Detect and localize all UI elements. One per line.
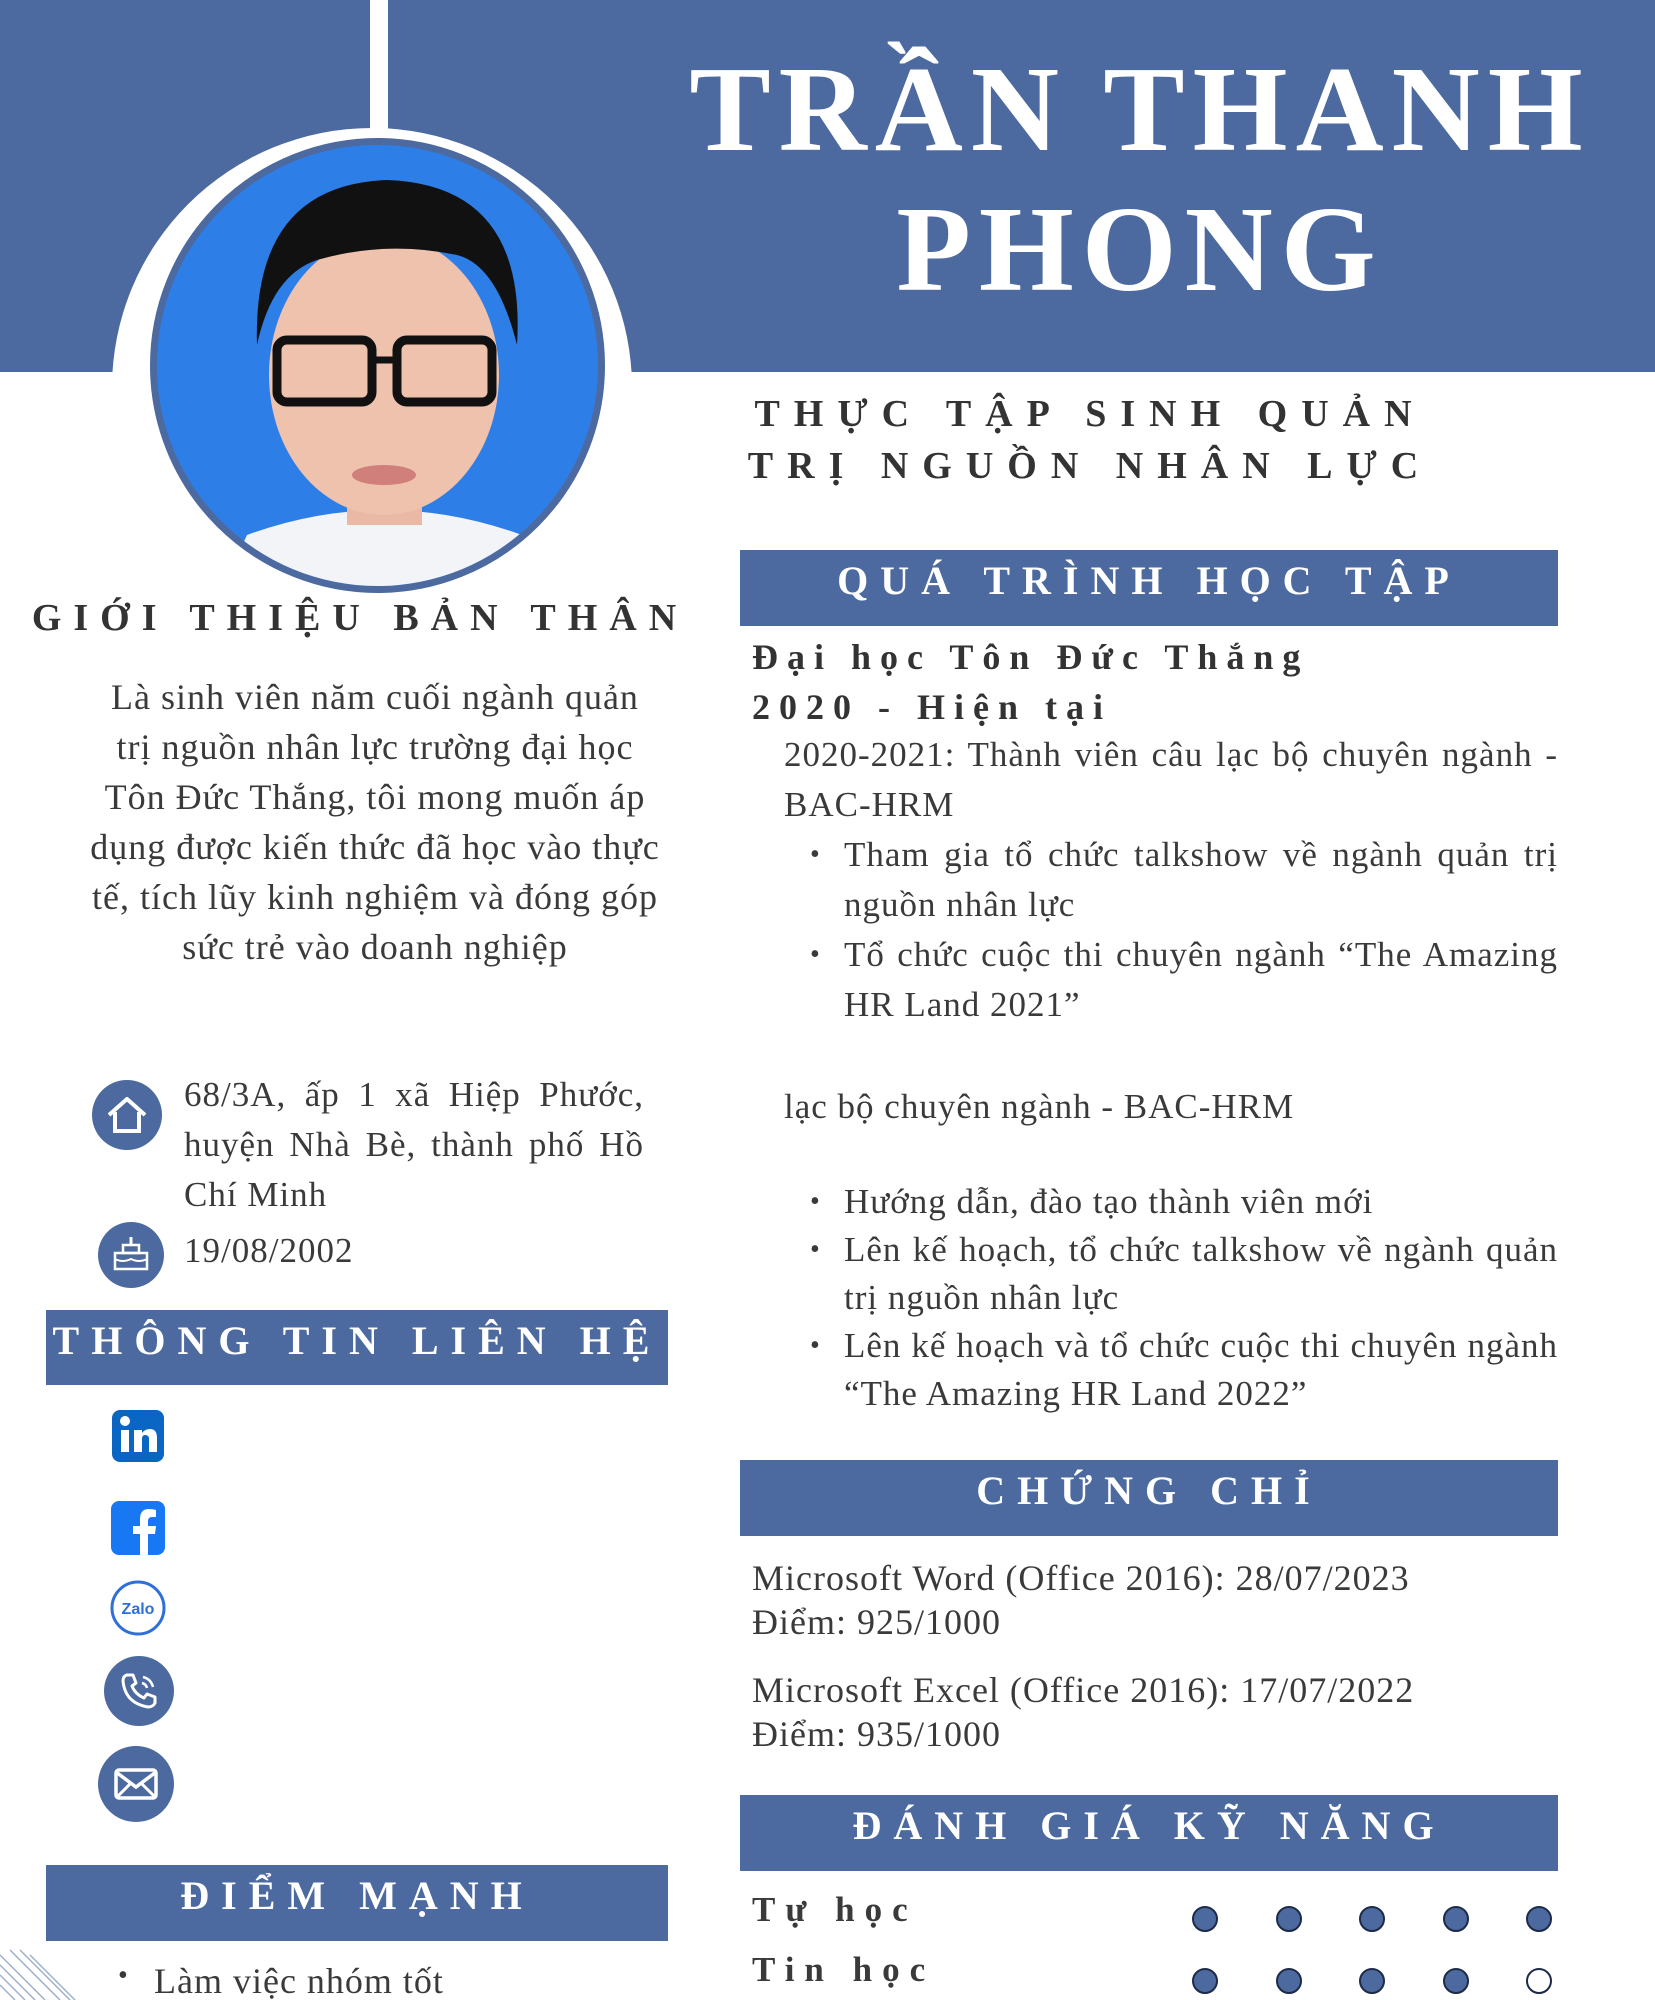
strengths-heading: ĐIỂM MẠNH: [46, 1865, 668, 1941]
address: 68/3A, ấp 1 xã Hiệp Phước, huyện Nhà Bè, thành phố Hồ Chí Minh: [184, 1075, 644, 1214]
full-name: [640, 40, 1640, 320]
education-role-2-title: lạc bộ chuyên ngành - BAC-HRM: [784, 1087, 1295, 1126]
role-1-list: [784, 830, 1558, 1030]
school-name: Đại học Tôn Đức Thắng: [752, 637, 1310, 677]
contact-heading: THÔNG TIN LIÊN HỆ: [46, 1310, 668, 1385]
full-name-line2: PHONG: [896, 182, 1384, 317]
certificate-title: Microsoft Word (Office 2016): 28/07/2023: [752, 1558, 1410, 1598]
linkedin-icon[interactable]: [100, 1398, 176, 1474]
list-item: • Tổ chức cuộc thi chuyên ngành “The Amazing HR Land 2021”: [784, 930, 1558, 1030]
role-2-list: [784, 1178, 1558, 1418]
skill-name: Tin học: [752, 1950, 936, 1989]
education-heading: QUÁ TRÌNH HỌC TẬP: [740, 550, 1558, 626]
certificates-heading: CHỨNG CHỈ: [740, 1460, 1558, 1536]
school-period: 2020 - Hiện tại: [752, 687, 1112, 727]
home-icon: [92, 1080, 162, 1150]
rating-dot-filled: [1359, 1906, 1385, 1932]
skill-rating: [1192, 1968, 1552, 1994]
rating-dot-filled: [1443, 1906, 1469, 1932]
intro-text: Là sinh viên năm cuối ngành quản trị nguồn nhân lực trường đại học Tôn Đức Thắng, tôi mong muốn áp dụng được kiến thức đã học vào thực tế, tích lũy kinh nghiệm và đóng góp sức trẻ vào doanh nghiệp: [90, 677, 660, 967]
zalo-icon[interactable]: [100, 1570, 176, 1646]
rating-dot-filled: [1359, 1968, 1385, 1994]
rating-dot-filled: [1526, 1906, 1552, 1932]
rating-dot-filled: [1192, 1906, 1218, 1932]
certificate-score: Điểm: 935/1000: [752, 1714, 1001, 1754]
header-divider: [370, 0, 388, 135]
zalo-icon-label: Zalo: [121, 1601, 155, 1618]
job-title-line2: TRỊ NGUỒN NHÂN LỰC: [747, 445, 1433, 487]
facebook-icon[interactable]: [100, 1490, 176, 1566]
certificate-score: Điểm: 925/1000: [752, 1602, 1001, 1642]
skills-heading: ĐÁNH GIÁ KỸ NĂNG: [740, 1795, 1558, 1871]
certificate-title: Microsoft Excel (Office 2016): 17/07/2022: [752, 1670, 1415, 1710]
certificate-item: [752, 1556, 1532, 1644]
email-icon[interactable]: [98, 1746, 174, 1822]
education-role-1: [784, 730, 1558, 1030]
birthday-cake-icon: [98, 1222, 164, 1288]
full-name-line1: TRẦN THANH: [689, 42, 1591, 177]
certificate-item: [752, 1668, 1532, 1756]
list-item: • Tham gia tổ chức talkshow về ngành quản trị nguồn nhân lực: [784, 830, 1558, 930]
rating-dot-filled: [1443, 1968, 1469, 1994]
skill-name: Tự học: [752, 1890, 918, 1929]
job-title-line1: THỰC TẬP SINH QUẢN: [754, 393, 1426, 435]
rating-dot-filled: [1276, 1968, 1302, 1994]
list-item: • Lên kế hoạch và tổ chức cuộc thi chuyên ngành “The Amazing HR Land 2022”: [784, 1322, 1558, 1418]
job-title: [740, 388, 1440, 492]
intro-heading: GIỚI THIỆU BẢN THÂN: [31, 597, 689, 639]
list-item: • Lên kế hoạch, tổ chức talkshow về ngành quản trị nguồn nhân lực: [784, 1226, 1558, 1322]
rating-dot-filled: [1276, 1906, 1302, 1932]
birthday: 19/08/2002: [184, 1231, 354, 1270]
rating-dot-empty: [1526, 1968, 1552, 1994]
role-1-title: 2020-2021: Thành viên câu lạc bộ chuyên ngành - BAC-HRM: [784, 735, 1558, 824]
decorative-hatch: [0, 1935, 90, 2000]
strengths-list: [92, 1960, 444, 2000]
rating-dot-filled: [1192, 1968, 1218, 1994]
phone-icon[interactable]: [104, 1656, 174, 1726]
education-school: [752, 632, 1309, 732]
skill-rating: [1192, 1906, 1552, 1932]
strength-item: • Làm việc nhóm tốt: [92, 1960, 444, 2000]
education-role-2: [784, 1178, 1558, 1418]
avatar: [150, 138, 605, 593]
list-item: • Hướng dẫn, đào tạo thành viên mới: [784, 1178, 1558, 1226]
